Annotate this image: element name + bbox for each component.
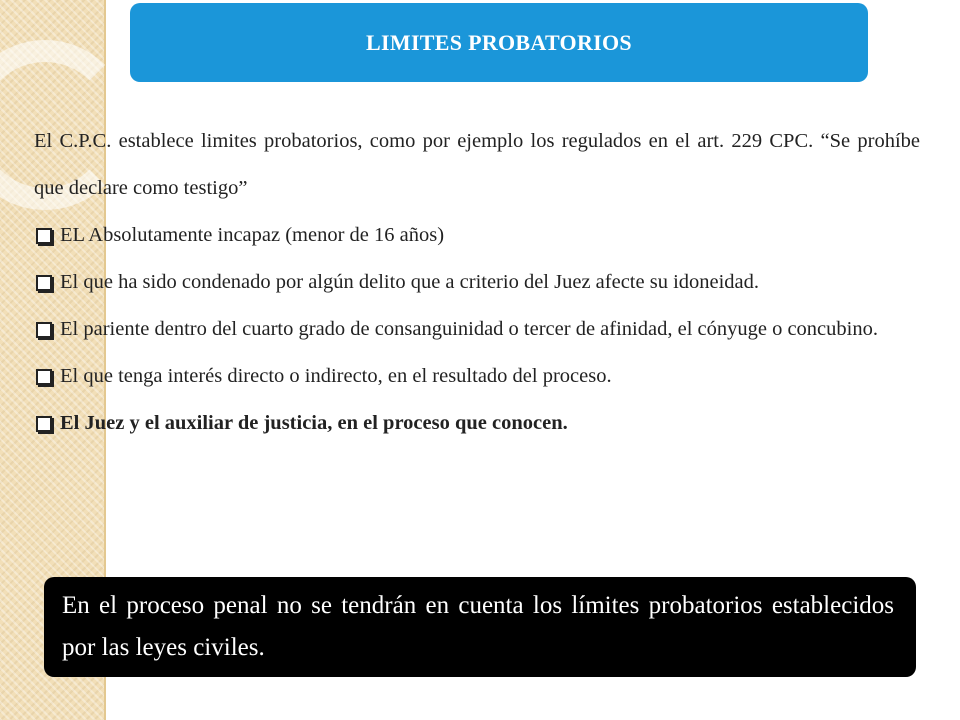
checkbox-bullet-icon: [36, 416, 52, 432]
slide-body: [34, 118, 920, 447]
list-item: [34, 400, 920, 447]
list-item: [34, 212, 920, 259]
slide-title: LIMITES PROBATORIOS: [366, 29, 632, 55]
title-banner: [130, 3, 868, 82]
checkbox-bullet-icon: [36, 322, 52, 338]
list-item: [34, 306, 920, 353]
list-item-text: El Juez y el auxiliar de justicia, en el proceso que conocen.: [60, 412, 568, 434]
list-item-text: El que tenga interés directo o indirecto, en el resultado del proceso.: [60, 365, 612, 387]
checkbox-bullet-icon: [36, 228, 52, 244]
checkbox-bullet-icon: [36, 369, 52, 385]
note-box: [44, 577, 916, 677]
list-item-text: El que ha sido condenado por algún delito que a criterio del Juez afecte su idoneidad.: [60, 271, 760, 293]
list-item-text: EL Absolutamente incapaz (menor de 16 años): [60, 224, 445, 246]
note-text: En el proceso penal no se tendrán en cuenta los límites probatorios establecidos por las leyes civiles.: [62, 592, 894, 661]
bullet-list: [34, 212, 920, 447]
list-item: [34, 353, 920, 400]
checkbox-bullet-icon: [36, 275, 52, 291]
list-item-text: El pariente dentro del cuarto grado de consanguinidad o tercer de afinidad, el cónyuge o concubino.: [60, 318, 878, 340]
intro-paragraph: El C.P.C. establece limites probatorios, como por ejemplo los regulados en el art. 229 CPC. “Se prohíbe que declare como testigo”: [34, 130, 920, 199]
list-item: [34, 259, 920, 306]
